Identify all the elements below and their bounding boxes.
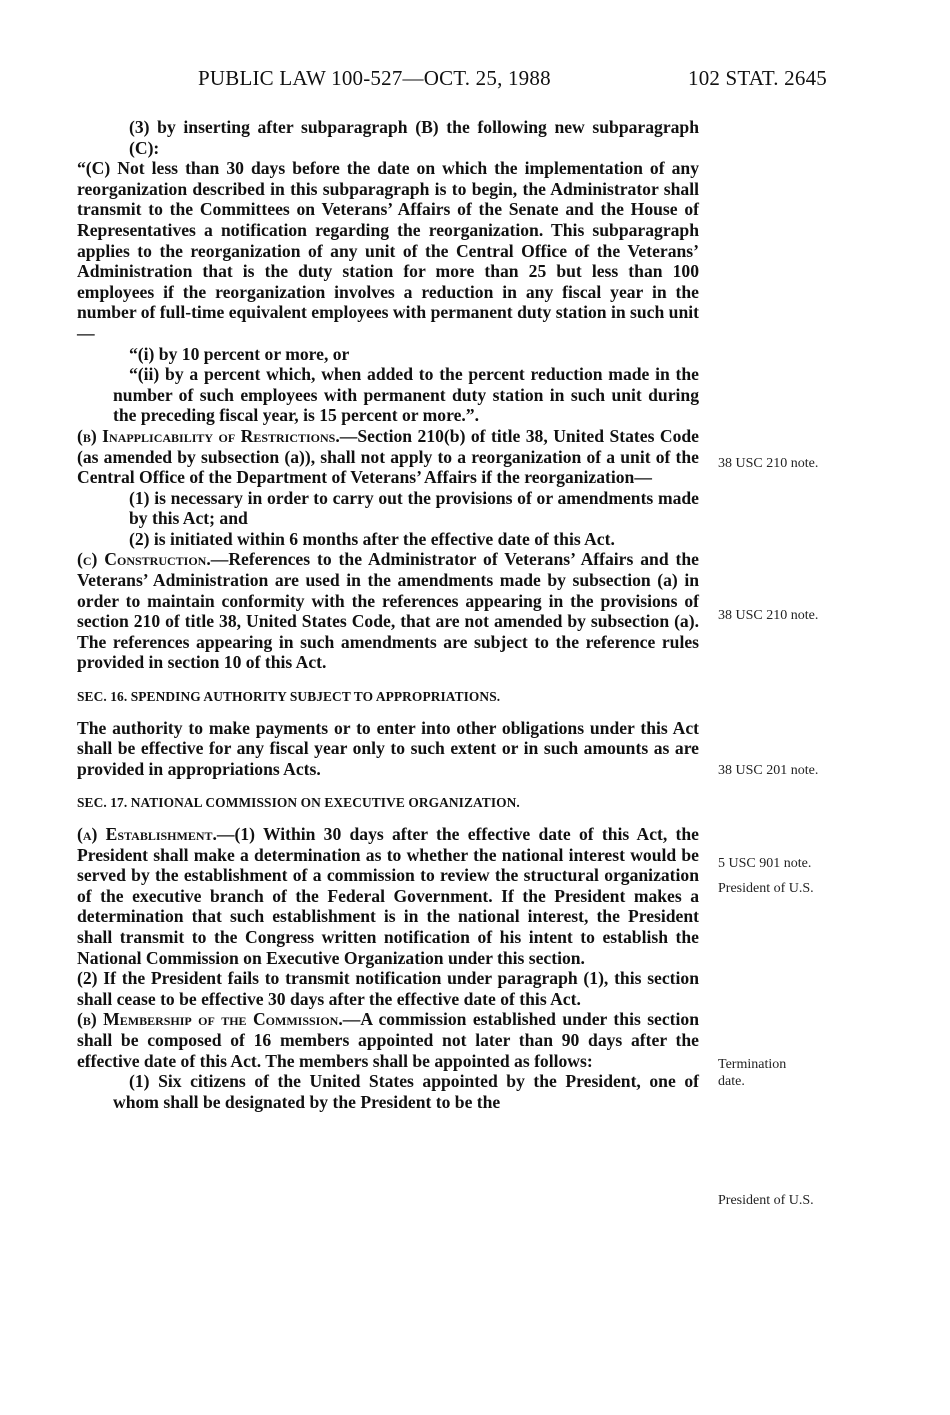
termination-line: Termination	[718, 1057, 787, 1072]
running-head-title: PUBLIC LAW 100-527—OCT. 25, 1988	[198, 66, 551, 90]
running-head-stat-page: 102 STAT. 2645	[688, 66, 827, 90]
item-2-text: (2) is initiated within 6 months after the effective date of this Act.	[129, 528, 615, 549]
paragraph-membership-1: (1) Six citizens of the United States appointed by the President, one of whom shall be designated by the President to be the	[113, 1071, 699, 1112]
date-line: date.	[718, 1074, 745, 1089]
membership-text: —A commission established under this section shall be composed of 16 members appointed not later than 90 days after the effective date of this Act. The members shall be appointed as follows:	[77, 1009, 699, 1071]
subsection-a-text: —(1) Within 30 days after the effective date of this Act, the President shall make a determination as to whether the national interest would be served by the establishment of a commission to review the structural organization of the executive branch of the Federal Government. If the President makes a determination that such establishment is in the national interest, the President shall transmit to the Congress written notification of his intent to establish the National Commission on Executive Organization under this section.	[77, 824, 699, 968]
subsection-b-heading: (b) Inapplicability of Restrictions.	[77, 425, 340, 446]
paragraph-subsection-c	[77, 549, 699, 673]
paragraph-subparagraph-3: (3) by inserting after subparagraph (B) the following new subparagraph (C):	[129, 117, 699, 158]
item-1-text: (1) is necessary in order to carry out the provisions of or amendments made by this Act; and	[129, 487, 699, 529]
margin-note-5usc901: 5 USC 901 note.	[718, 856, 812, 871]
paragraph-subsection-b-membership	[77, 1009, 699, 1071]
paragraph-subsection-a	[77, 824, 699, 968]
paragraph-subsection-b	[77, 426, 699, 488]
document-body	[77, 117, 699, 1112]
margin-note-president-first: President of U.S.	[718, 881, 814, 896]
section-16-heading: SEC. 16. SPENDING AUTHORITY SUBJECT TO APPROPRIATIONS.	[77, 689, 501, 705]
subsection-c-heading: (c) Construction.	[77, 549, 211, 570]
margin-note-president-second: President of U.S.	[718, 1193, 814, 1208]
margin-note-38usc201: 38 USC 201 note.	[718, 763, 819, 778]
paragraph-clause-ii: “(ii) by a percent which, when added to the percent reduction made in the number of such employees with permanent duty station in such unit during the preceding fiscal year, is 15 percent or more.”.	[113, 364, 699, 426]
paragraph-section-16: The authority to make payments or to enter into other obligations under this Act shall be effective for any fiscal year only to such extent or in such amounts as are provided in appropriations Acts.	[77, 717, 699, 779]
paragraph-item-1	[77, 488, 699, 529]
membership-heading: (b) Membership of the Commission.	[77, 1009, 343, 1030]
paragraph-a-2: (2) If the President fails to transmit notification under paragraph (1), this section shall cease to be effective 30 days after the effective date of this Act.	[77, 968, 699, 1009]
margin-note-38usc210-first: 38 USC 210 note.	[718, 456, 819, 471]
subsection-b-text: —Section 210(b) of title 38, United States Code (as amended by subsection (a)), shall not apply to a reorganization of a unit of the Central Office of the Department of Veterans’ Affairs if the reorganization—	[77, 425, 699, 488]
paragraph-clause-i: “(i) by 10 percent or more, or	[129, 343, 350, 364]
margin-note-termination-date	[718, 1056, 786, 1090]
section-17-heading: SEC. 17. NATIONAL COMMISSION ON EXECUTIVE ORGANIZATION.	[77, 795, 520, 811]
paragraph-item-2	[77, 529, 699, 550]
margin-note-38usc210-second: 38 USC 210 note.	[718, 608, 819, 623]
subsection-c-text: —References to the Administrator of Veterans’ Affairs and the Veterans’ Administration are used in the amendments made by subsection (a) in order to maintain conformity with the references appearing in the provisions of section 210 of title 38, United States Code, that are not amended by subsection (a). The references appearing in such amendments are subject to the reference rules provided in section 10 of this Act.	[77, 549, 699, 673]
subsection-a-heading: (a) Establishment.	[77, 824, 217, 844]
paragraph-quoted-c: “(C) Not less than 30 days before the date on which the implementation of any reorganization described in this subparagraph is to begin, the Administrator shall transmit to the Committees on Veterans’ Affairs of the Senate and the House of Representatives a notification regarding the reorganization. This subparagraph applies to the reorganization of any unit of the Central Office of the Veterans’ Administration that is the duty station for more than 25 but less than 100 employees if the reorganization involves a reduction in any fiscal year in the number of full-time equivalent employees with permanent duty station in such unit—	[77, 158, 699, 343]
